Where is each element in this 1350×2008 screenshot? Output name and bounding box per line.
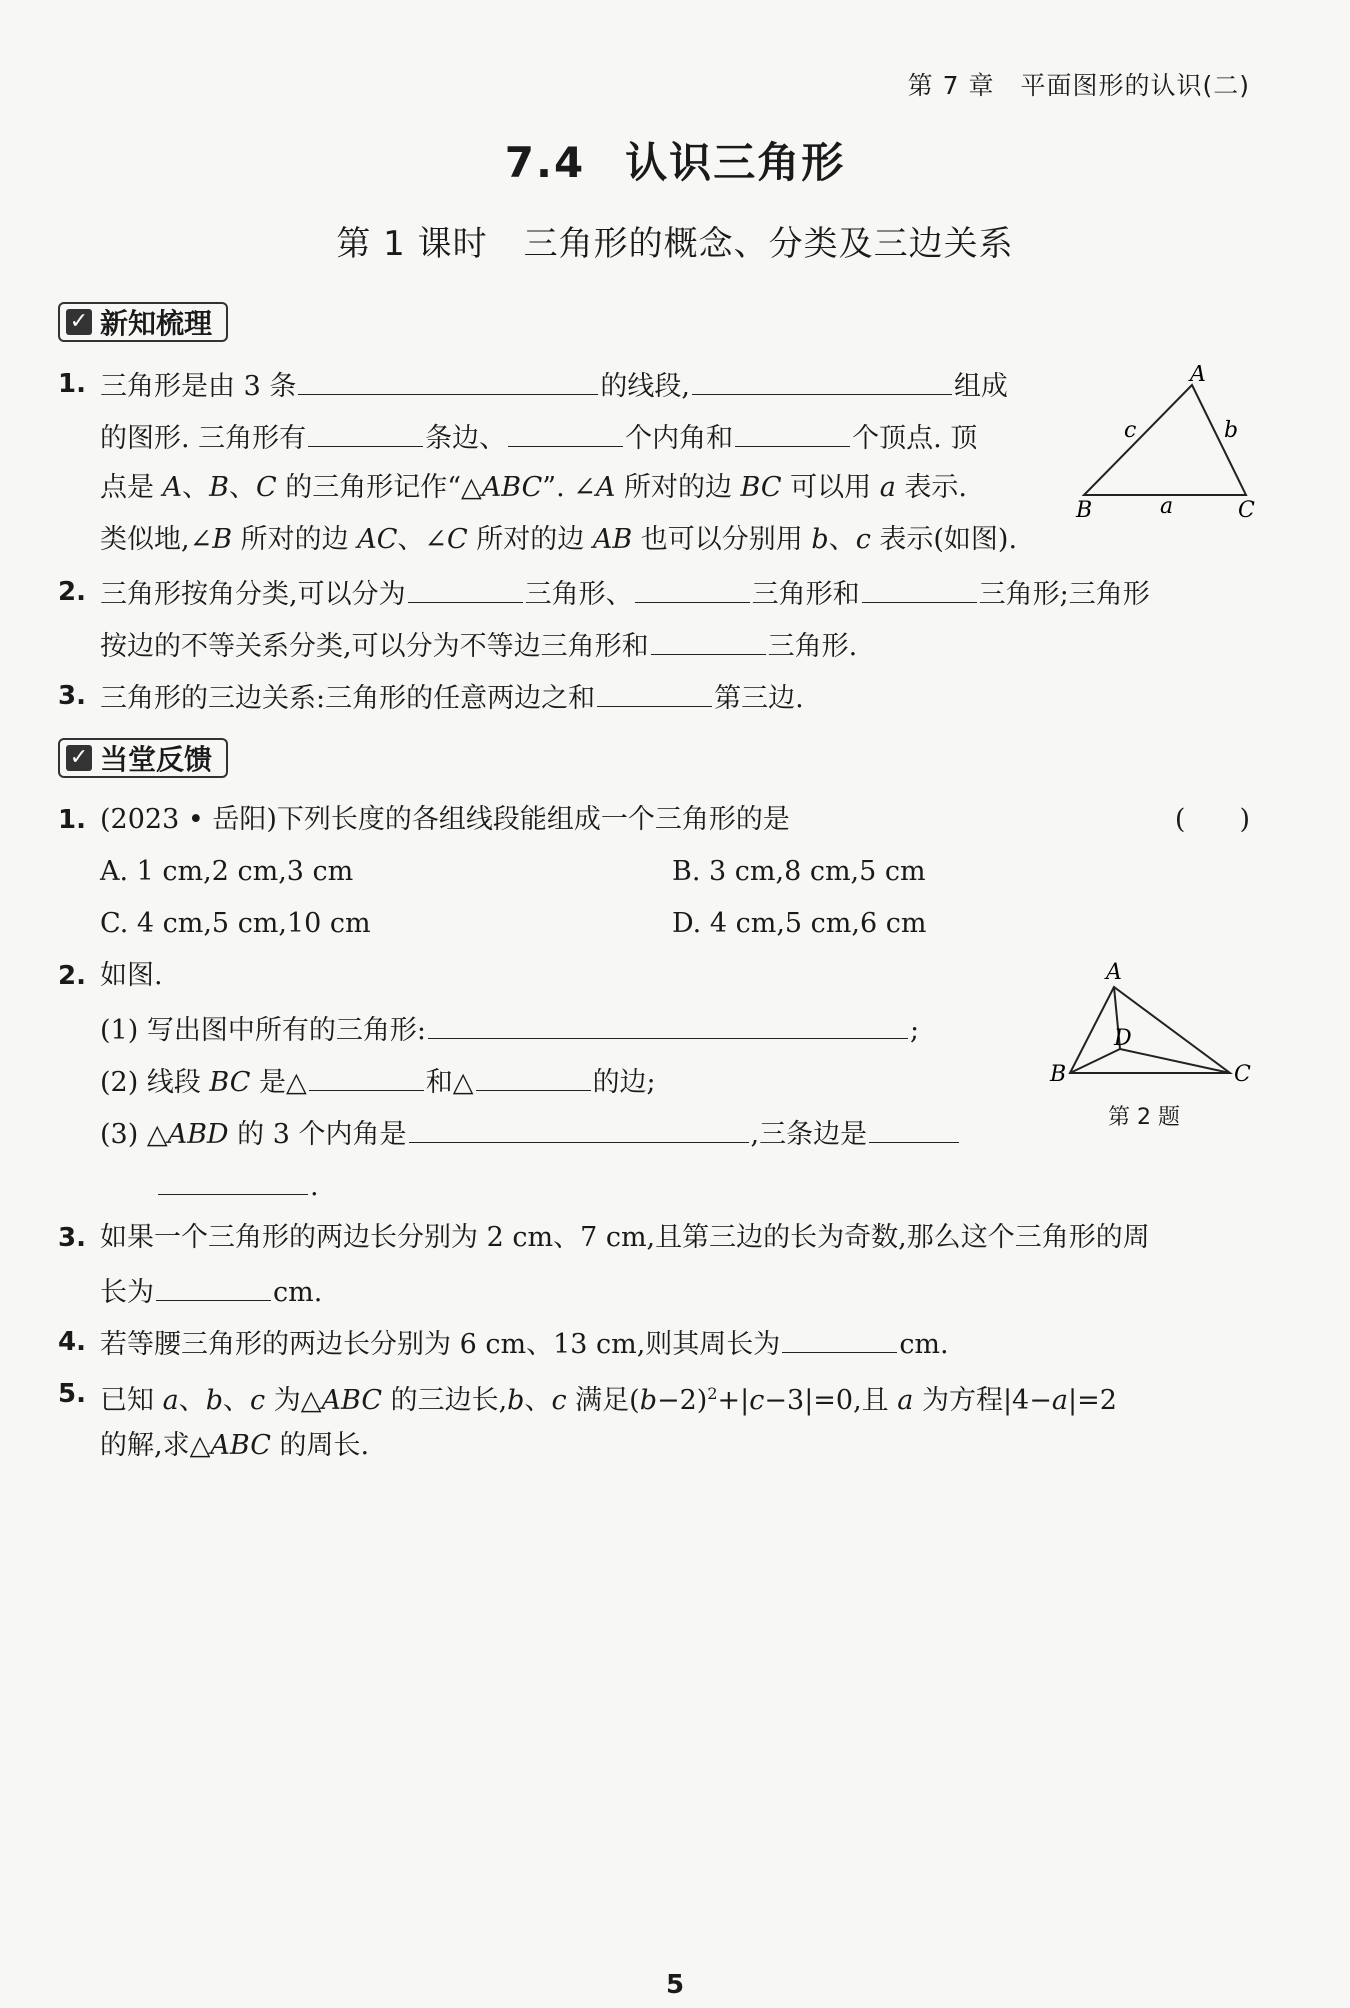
side-c-label: c — [1124, 418, 1137, 443]
triangle-abcd-figure — [1040, 955, 1260, 1095]
triangle-abc-figure — [1070, 365, 1270, 525]
q1-line-1: 三角形是由 3 条 的线段, 组成 — [100, 368, 1008, 403]
answer-blank[interactable] — [635, 576, 750, 603]
q1-line-3: 点是 A、B、C 的三角形记作“△ABC”. ∠A 所对的边 BC 可以用 a 表示. — [100, 472, 967, 503]
option-a[interactable]: A. 1 cm,2 cm,3 cm — [100, 856, 354, 887]
answer-blank[interactable] — [508, 420, 623, 447]
q2-stem: 如图. — [100, 960, 163, 991]
section-tag-label: 当堂反馈 — [100, 743, 213, 776]
question-number: 1. — [58, 369, 86, 399]
section-tag-classroom-feedback — [58, 738, 228, 778]
option-d[interactable]: D. 4 cm,5 cm,6 cm — [672, 908, 927, 939]
figure-caption: 第 2 题 — [1108, 1105, 1180, 1130]
q2-part-3: (3) △ABD 的 3 个内角是 ,三条边是 — [100, 1116, 961, 1151]
chapter-number: 第 7 章 — [907, 71, 995, 100]
answer-blank[interactable] — [782, 1326, 897, 1353]
q2-part-1: (1) 写出图中所有的三角形: ; — [100, 1012, 919, 1047]
q1-line-4: 类似地,∠B 所对的边 AC、∠C 所对的边 AB 也可以分别用 b、c 表示(如图). — [100, 524, 1018, 555]
vertex-c-label: C — [1238, 498, 1255, 523]
question-number: 3. — [58, 681, 86, 711]
answer-blank[interactable] — [408, 576, 523, 603]
section-title-text: 认识三角形 — [625, 138, 846, 187]
question-number: 1. — [58, 805, 86, 835]
answer-blank[interactable] — [409, 1116, 749, 1143]
q2-part-3-continued: . — [156, 1168, 319, 1203]
chapter-title: 平面图形的认识(二) — [1020, 71, 1250, 100]
answer-blank[interactable] — [869, 1116, 959, 1143]
answer-blank[interactable] — [651, 628, 766, 655]
answer-blank[interactable] — [735, 420, 850, 447]
lesson-title — [0, 216, 1350, 265]
answer-blank[interactable] — [308, 420, 423, 447]
question-number: 2. — [58, 577, 86, 607]
lesson-number: 第 1 课时 — [336, 224, 488, 264]
answer-parentheses[interactable]: ( ) — [1174, 804, 1250, 835]
answer-blank[interactable] — [692, 368, 952, 395]
question-number: 3. — [58, 1223, 86, 1253]
section-tag-new-knowledge — [58, 302, 228, 342]
answer-blank[interactable] — [309, 1064, 424, 1091]
vertex-b-label: B — [1050, 1062, 1067, 1087]
answer-blank[interactable] — [862, 576, 977, 603]
outer-triangle — [1070, 987, 1230, 1073]
question-number: 4. — [58, 1327, 86, 1357]
vertex-a-label: A — [1106, 960, 1122, 985]
check-icon: ✓ — [66, 309, 92, 335]
side-b-label: b — [1224, 418, 1239, 443]
segment-bd — [1070, 1049, 1120, 1073]
option-b[interactable]: B. 3 cm,8 cm,5 cm — [672, 856, 926, 887]
q1-stem: (2023 • 岳阳)下列长度的各组线段能组成一个三角形的是 — [100, 804, 790, 835]
question-number: 5. — [58, 1379, 86, 1409]
page-number: 5 — [665, 1970, 685, 2000]
answer-blank[interactable] — [298, 368, 598, 395]
side-a-label: a — [1160, 494, 1174, 519]
vertex-b-label: B — [1076, 498, 1093, 523]
lesson-title-text: 三角形的概念、分类及三边关系 — [523, 224, 1014, 264]
answer-blank[interactable] — [428, 1012, 908, 1039]
vertex-c-label: C — [1234, 1062, 1251, 1087]
answer-blank[interactable] — [597, 680, 712, 707]
answer-blank[interactable] — [476, 1064, 591, 1091]
section-number: 7.4 — [504, 138, 586, 187]
option-c[interactable]: C. 4 cm,5 cm,10 cm — [100, 908, 371, 939]
q1-line-2: 的图形. 三角形有 条边、 个内角和 个顶点. 顶 — [100, 420, 977, 455]
q3-line-2: 长为 cm. — [100, 1274, 322, 1309]
q3-line-1: 三角形的三边关系:三角形的任意两边之和 第三边. — [100, 680, 804, 715]
vertex-d-label: D — [1114, 1026, 1132, 1051]
q2-part-2: (2) 线段 BC 是△ 和△ 的边; — [100, 1064, 656, 1099]
question-number: 2. — [58, 961, 86, 991]
section-tag-label: 新知梳理 — [100, 307, 213, 340]
section-title — [0, 130, 1350, 190]
answer-blank[interactable] — [158, 1168, 308, 1195]
check-icon: ✓ — [66, 745, 92, 771]
vertex-a-label: A — [1190, 365, 1206, 387]
q2-line-2: 按边的不等关系分类,可以分为不等边三角形和 三角形. — [100, 628, 857, 663]
triangle-abc-shape — [1084, 385, 1246, 495]
answer-blank[interactable] — [156, 1274, 271, 1301]
q2-line-1: 三角形按角分类,可以分为 三角形、 三角形和 三角形;三角形 — [100, 576, 1150, 611]
q4-line-1: 若等腰三角形的两边长分别为 6 cm、13 cm,则其周长为 cm. — [100, 1326, 949, 1361]
chapter-header — [908, 66, 1250, 102]
q5-line-1: 已知 a、b、c 为△ABC 的三边长,b、c 满足$(b-2)^2+|c-3|=0$,且 a 为方程|4−a|=2 — [100, 1384, 1117, 1416]
q3-line-1: 如果一个三角形的两边长分别为 2 cm、7 cm,且第三边的长为奇数,那么这个三角形的周 — [100, 1222, 1150, 1253]
q5-line-2: 的解,求△ABC 的周长. — [100, 1430, 370, 1461]
